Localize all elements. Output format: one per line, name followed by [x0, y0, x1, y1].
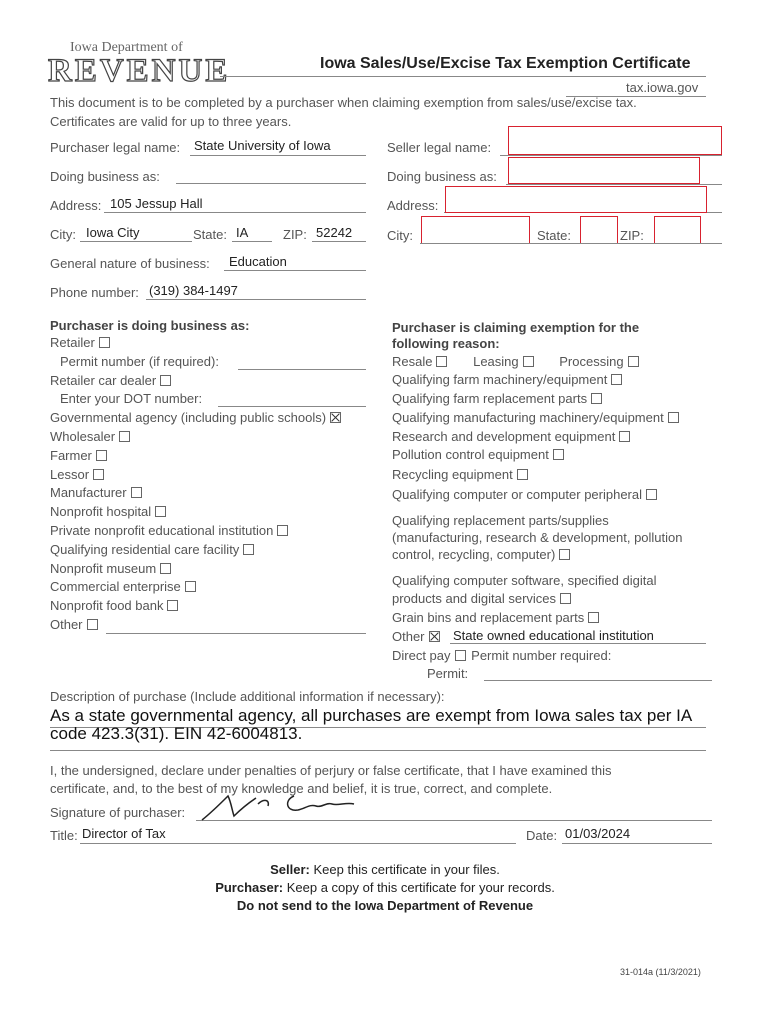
do-not-send-note: Do not send to the Iowa Department of Revenue [236, 898, 534, 913]
business-as-item: Permit number (if required): [60, 353, 219, 369]
exemption-checkbox[interactable] [646, 489, 657, 500]
phone-value[interactable]: (319) 384-1497 [149, 283, 238, 298]
purchaser-legal-name-line [190, 155, 366, 156]
purchaser-legal-name-label: Purchaser legal name: [50, 140, 181, 155]
purchaser-city-value[interactable]: Iowa City [86, 225, 140, 240]
form-title: Iowa Sales/Use/Excise Tax Exemption Certificate [320, 55, 691, 72]
business-as-checkbox[interactable] [185, 581, 196, 592]
exemption-checkbox[interactable] [553, 449, 564, 460]
exemption-item: Pollution control equipment [392, 447, 564, 462]
resale-checkbox[interactable] [436, 356, 447, 367]
business-as-item: Retailer car dealer [50, 373, 171, 388]
declaration-line-2: certificate, and, to the best of my knowledge and belief, it is true, correct, and complete. [50, 781, 553, 796]
purchaser-address-line [104, 212, 366, 213]
intro-line-1: This document is to be completed by a purchaser when claiming exemption from sales/use/excise tax. [50, 95, 637, 110]
seller-city-field[interactable] [421, 216, 530, 244]
signature-label: Signature of purchaser: [50, 805, 186, 820]
purchaser-city-label: City: [50, 227, 76, 242]
seller-state-label: State: [537, 228, 571, 243]
exemption-item: Qualifying farm replacement parts [392, 391, 602, 406]
permit-label: Permit: [427, 666, 469, 681]
business-as-item: Nonprofit food bank [50, 598, 178, 613]
purchaser-zip-line [312, 241, 366, 242]
title-value[interactable]: Director of Tax [82, 826, 166, 841]
description-line-2[interactable]: code 423.3(31). EIN 42-6004813. [50, 724, 303, 743]
processing-label: Processing [559, 354, 624, 369]
business-as-item: Nonprofit museum [50, 561, 171, 576]
leasing-label: Leasing [473, 354, 519, 369]
grain-bins-row: Grain bins and replacement parts [392, 610, 599, 625]
site-url: tax.iowa.gov [626, 80, 699, 95]
seller-dba-field[interactable] [508, 157, 700, 184]
exemption-item: Qualifying farm machinery/equipment [392, 372, 622, 387]
business-as-item: Farmer [50, 448, 107, 463]
other-exemption-line [450, 643, 706, 644]
business-as-checkbox[interactable] [96, 450, 107, 461]
business-as-checkbox[interactable] [277, 525, 288, 536]
business-as-item: Nonprofit hospital [50, 504, 166, 519]
software-line-2: products and digital services [392, 591, 571, 606]
other-exemption-checkbox[interactable] [429, 631, 440, 642]
business-as-checkbox[interactable] [155, 506, 166, 517]
seller-address-field[interactable] [445, 186, 707, 213]
processing-checkbox[interactable] [628, 356, 639, 367]
seller-city-label: City: [387, 228, 413, 243]
business-as-item: Retailer [50, 335, 110, 350]
exemption-checkbox[interactable] [517, 469, 528, 480]
business-as-item: Lessor [50, 467, 104, 482]
purchaser-state-label: State: [193, 227, 227, 242]
purchaser-state-value[interactable]: IA [236, 225, 249, 240]
business-as-checkbox[interactable] [167, 600, 178, 611]
purchaser-dba-line[interactable] [176, 183, 366, 184]
other-business-line [106, 633, 366, 634]
dept-name-line: Iowa Department of [70, 40, 183, 55]
date-value[interactable]: 01/03/2024 [565, 826, 631, 841]
exemption-heading-2: following reason: [392, 336, 500, 351]
business-as-checkbox[interactable] [160, 563, 171, 574]
business-as-item: Other [50, 617, 98, 632]
leasing-checkbox[interactable] [523, 356, 534, 367]
business-as-item: Governmental agency (including public schools) [50, 410, 341, 425]
exemption-checkbox[interactable] [591, 393, 602, 404]
purchaser-zip-label: ZIP: [283, 227, 307, 242]
business-as-checkbox[interactable] [243, 544, 254, 555]
seller-legal-name-line [500, 155, 722, 156]
business-as-item: Wholesaler [50, 429, 130, 444]
exemption-heading-1: Purchaser is claiming exemption for the [392, 320, 640, 335]
other-exemption-value[interactable]: State owned educational institution [453, 628, 654, 643]
intro-line-2: Certificates are valid for up to three years. [50, 114, 292, 129]
business-as-item: Enter your DOT number: [60, 391, 203, 407]
title-rule [220, 76, 706, 77]
seller-legal-name-field[interactable] [508, 126, 722, 155]
exemption-checkbox[interactable] [611, 374, 622, 385]
seller-state-field[interactable] [580, 216, 618, 244]
purchaser-state-line [232, 241, 272, 242]
permit-number-line [238, 369, 366, 370]
permit-line[interactable] [484, 680, 712, 681]
seller-city-line [420, 243, 722, 244]
software-line-1: Qualifying computer software, specified digital [392, 573, 657, 588]
seller-address-label: Address: [387, 198, 439, 213]
phone-line [146, 299, 366, 300]
purchaser-address-value[interactable]: 105 Jessup Hall [110, 196, 203, 211]
business-as-item: Commercial enterprise [50, 579, 196, 594]
purchaser-city-line [80, 241, 192, 242]
business-as-checkbox[interactable] [131, 487, 142, 498]
description-label: Description of purchase (Include additional information if necessary): [50, 689, 445, 704]
business-as-item: Qualifying residential care facility [50, 542, 254, 557]
title-label: Title: [50, 828, 78, 843]
replacement-parts-checkbox[interactable] [559, 549, 570, 560]
business-as-item: Private nonprofit educational institution [50, 523, 288, 538]
resale-leasing-processing-row [392, 354, 639, 369]
business-as-checkbox[interactable] [93, 469, 104, 480]
business-as-item: Manufacturer [50, 485, 142, 500]
resale-label: Resale [392, 354, 433, 369]
purchaser-signature [198, 786, 368, 826]
replacement-parts-line-2: (manufacturing, research & development, pollution [392, 530, 683, 545]
purchaser-note: Purchaser: Keep a copy of this certificate for your records. [215, 880, 555, 895]
dept-logo [48, 40, 231, 89]
exemption-item: Recycling equipment [392, 467, 528, 482]
date-label: Date: [526, 828, 558, 843]
title-line [80, 843, 516, 844]
business-as-heading: Purchaser is doing business as: [50, 318, 250, 333]
purchaser-legal-name-value[interactable]: State University of Iowa [194, 138, 331, 153]
seller-zip-label: ZIP: [620, 228, 644, 243]
declaration-line-1: I, the undersigned, declare under penalties of perjury or false certificate, that I have examined this [50, 763, 612, 778]
seller-zip-field[interactable] [654, 216, 701, 244]
purchaser-address-label: Address: [50, 198, 102, 213]
nature-label: General nature of business: [50, 256, 210, 271]
phone-label: Phone number: [50, 285, 139, 300]
date-line [562, 843, 712, 844]
exemption-item: Qualifying manufacturing machinery/equipment [392, 410, 679, 425]
software-checkbox[interactable] [560, 593, 571, 604]
purchaser-zip-value[interactable]: 52242 [316, 225, 353, 240]
seller-dba-label: Doing business as: [387, 169, 497, 184]
exemption-checkbox[interactable] [619, 431, 630, 442]
seller-note: Seller: Keep this certificate in your files. [270, 862, 500, 877]
business-as-checkbox[interactable] [119, 431, 130, 442]
other-exemption-row: Other [392, 629, 440, 644]
direct-pay-row: Direct pay Permit number required: [392, 648, 612, 663]
seller-legal-name-label: Seller legal name: [387, 140, 492, 155]
nature-line [224, 270, 366, 271]
revenue-wordmark: REVENUE [48, 53, 231, 89]
business-as-checkbox[interactable] [160, 375, 171, 386]
nature-value[interactable]: Education [229, 254, 287, 269]
direct-pay-checkbox[interactable] [455, 650, 466, 661]
replacement-parts-line-3: control, recycling, computer) [392, 547, 570, 562]
business-as-checkbox[interactable] [99, 337, 110, 348]
business-as-checkbox[interactable] [87, 619, 98, 630]
dot-number-line [218, 406, 366, 407]
description-line-1[interactable]: As a state governmental agency, all purchases are exempt from Iowa sales tax per IA [50, 706, 693, 725]
exemption-item: Qualifying computer or computer peripheral [392, 487, 657, 502]
replacement-parts-line-1: Qualifying replacement parts/supplies [392, 513, 609, 528]
purchaser-dba-label: Doing business as: [50, 169, 160, 184]
exemption-checkbox[interactable] [668, 412, 679, 423]
business-as-checkbox[interactable] [330, 412, 341, 423]
exemption-item: Research and development equipment [392, 429, 630, 444]
form-number: 31-014a (11/3/2021) [620, 967, 701, 977]
seller-dba-line [506, 184, 722, 185]
description-rule-2 [50, 750, 706, 751]
grain-bins-checkbox[interactable] [588, 612, 599, 623]
